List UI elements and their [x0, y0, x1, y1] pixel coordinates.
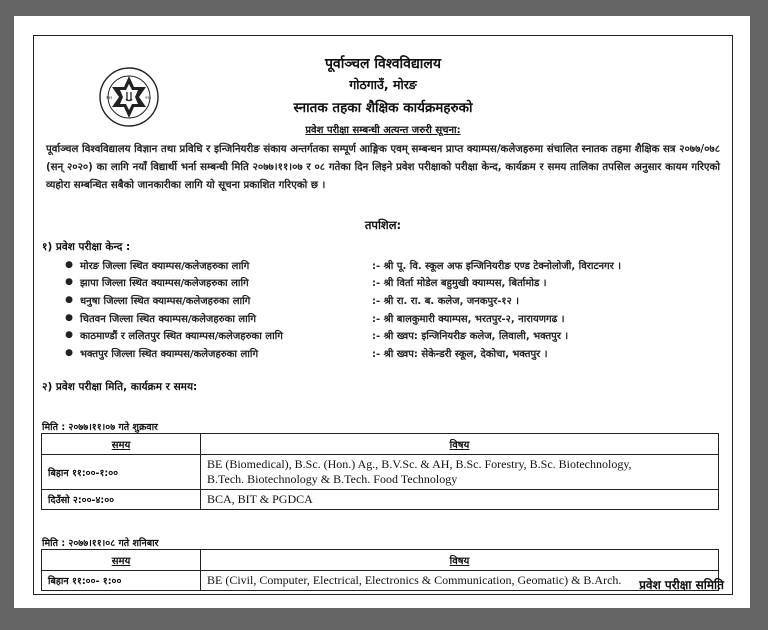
time-cell: दिउँसो २:००-४:०० — [42, 490, 201, 510]
bullet-icon: ● — [65, 312, 73, 323]
subject-line: BE (Biomedical), B.Sc. (Hon.) Ag., B.V.Sc. & AH, B.Sc. Forestry, B.Sc. Biotechnology, — [207, 457, 632, 471]
column-header-subject: विषय — [201, 434, 719, 455]
details-heading: तपशिल: — [364, 218, 402, 232]
bullet-icon: ● — [65, 259, 73, 270]
center-district: चितवन जिल्ला स्थित क्याम्पस/कलेजहरुका लागि — [80, 313, 256, 325]
exam-centers-list — [58, 256, 718, 362]
university-location: गोठगाउँ, मोरङ — [349, 77, 417, 92]
center-venue: :- श्री पू. वि. स्कूल अफ इन्जिनियरीङ एण्ड टेक्नोलोजी, विराटनगर । — [372, 260, 622, 272]
exam-date-1: मिति : २०७७।११।०७ गते शुक्रवार — [42, 422, 158, 433]
table-row — [42, 490, 719, 510]
subject-line: BE (Civil, Computer, Electrical, Electronics & Communication, Geomatic) & B.Arch. — [207, 573, 622, 587]
section-schedule-title: २) प्रवेश परीक्षा मिति, कार्यक्रम र समय: — [42, 381, 198, 393]
center-venue: :- श्री विर्ता मोडेल बहुमुखी क्याम्पस, बिर्तामोड । — [372, 278, 547, 290]
bullet-icon: ● — [65, 294, 73, 305]
section-exam-centers-title: १) प्रवेश परीक्षा केन्द : — [42, 241, 131, 253]
bullet-icon: ● — [65, 277, 73, 288]
svg-text:१९९: १९९ — [106, 95, 113, 100]
signature-committee: प्रवेश परीक्षा समिति — [639, 578, 724, 592]
center-district: काठमाण्डौं र ललितपुर स्थित क्याम्पस/कलेजहरुका लागि — [80, 331, 283, 343]
column-header-time: समय — [42, 550, 201, 571]
bullet-icon: ● — [65, 347, 73, 358]
list-item — [58, 256, 718, 274]
center-district: मोरङ जिल्ला स्थित क्याम्पस/कलेजहरुका लागि — [80, 260, 250, 272]
notice-title: प्रवेश परीक्षा सम्बन्धी अत्यन्त जरुरी सूचना: — [305, 125, 461, 136]
notice-frame — [33, 35, 733, 595]
center-venue: :- श्री ख्वप: इन्जिनियरीङ कलेज, लिवाली, भक्तपुर । — [372, 331, 569, 343]
svg-text:१९९: १९९ — [145, 95, 152, 100]
list-item — [58, 291, 718, 309]
list-item — [58, 274, 718, 292]
notice-paper — [14, 16, 750, 608]
subject-line: B.Tech. Biotechnology & B.Tech. Food Technology — [207, 472, 458, 486]
table-row — [42, 455, 719, 490]
column-header-subject: विषय — [201, 550, 719, 571]
center-district: भक्तपुर जिल्ला स्थित क्याम्पस/कलेजहरुका लागि — [80, 348, 259, 360]
center-district: धनुषा जिल्ला स्थित क्याम्पस/कलेजहरुका लागि — [80, 295, 251, 307]
bullet-icon: ● — [65, 330, 73, 341]
time-cell: बिहान ११:००-१:०० — [42, 455, 201, 490]
program-heading: स्नातक तहका शैक्षिक कार्यक्रमहरुको — [293, 100, 473, 116]
schedule-table-day2 — [41, 549, 719, 591]
center-district: झापा जिल्ला स्थित क्याम्पस/कलेजहरुका लागि — [80, 278, 249, 290]
subject-cell — [201, 490, 719, 510]
table-row — [42, 571, 719, 591]
subject-line: BCA, BIT & PGDCA — [207, 492, 313, 506]
column-header-time: समय — [42, 434, 201, 455]
table-header-row — [42, 434, 719, 455]
subject-cell — [201, 455, 719, 490]
university-name: पूर्वाञ्चल विश्वविद्यालय — [324, 56, 442, 72]
list-item — [58, 326, 718, 344]
center-venue: :- श्री बालकुमारी क्याम्पस, भरतपुर-२, नारायणगढ । — [372, 313, 565, 325]
center-venue: :- श्री ख्वप: सेकेन्डरी स्कूल, देकोचा, भक्तपुर । — [372, 348, 548, 360]
table-header-row — [42, 550, 719, 571]
schedule-table-day1 — [41, 433, 719, 510]
center-venue: :- श्री रा. रा. ब. कलेज, जनकपुर-१२ । — [372, 295, 520, 307]
exam-date-2: मिति : २०७७।११।०८ गते शनिबार — [42, 538, 159, 549]
intro-paragraph: पूर्वाञ्चल विश्वविद्यालय विज्ञान तथा प्रविधि र इन्जिनियरीङ संकाय अन्तर्गतका सम्पूर्ण आङ्गिक एवम् सम्बन्धन प्राप्त क्याम्पस/कलेजहरुमा संचालित स्नातक तहमा शैक्षिक सत्र २०७७/०७८ (सन् २०२०) का लागि नयाँ विद्यार्थी भर्ना सम्बन्धी मिति २०७७।११।०७ र ०८ गतेका दिन लिइने प्रवेश परीक्षाको परीक्षा केन्द, कार्यक्रम र समय तालिका तपसिल अनुसार कायम गरिएको व्यहोरा सम्बन्धित सबैको जानकारीका लागि यो सूचना प्रकाशित गरिएको छ । — [46, 144, 720, 191]
list-item — [58, 309, 718, 327]
time-cell: बिहान ११:००- १:०० — [42, 571, 201, 591]
list-item — [58, 344, 718, 362]
